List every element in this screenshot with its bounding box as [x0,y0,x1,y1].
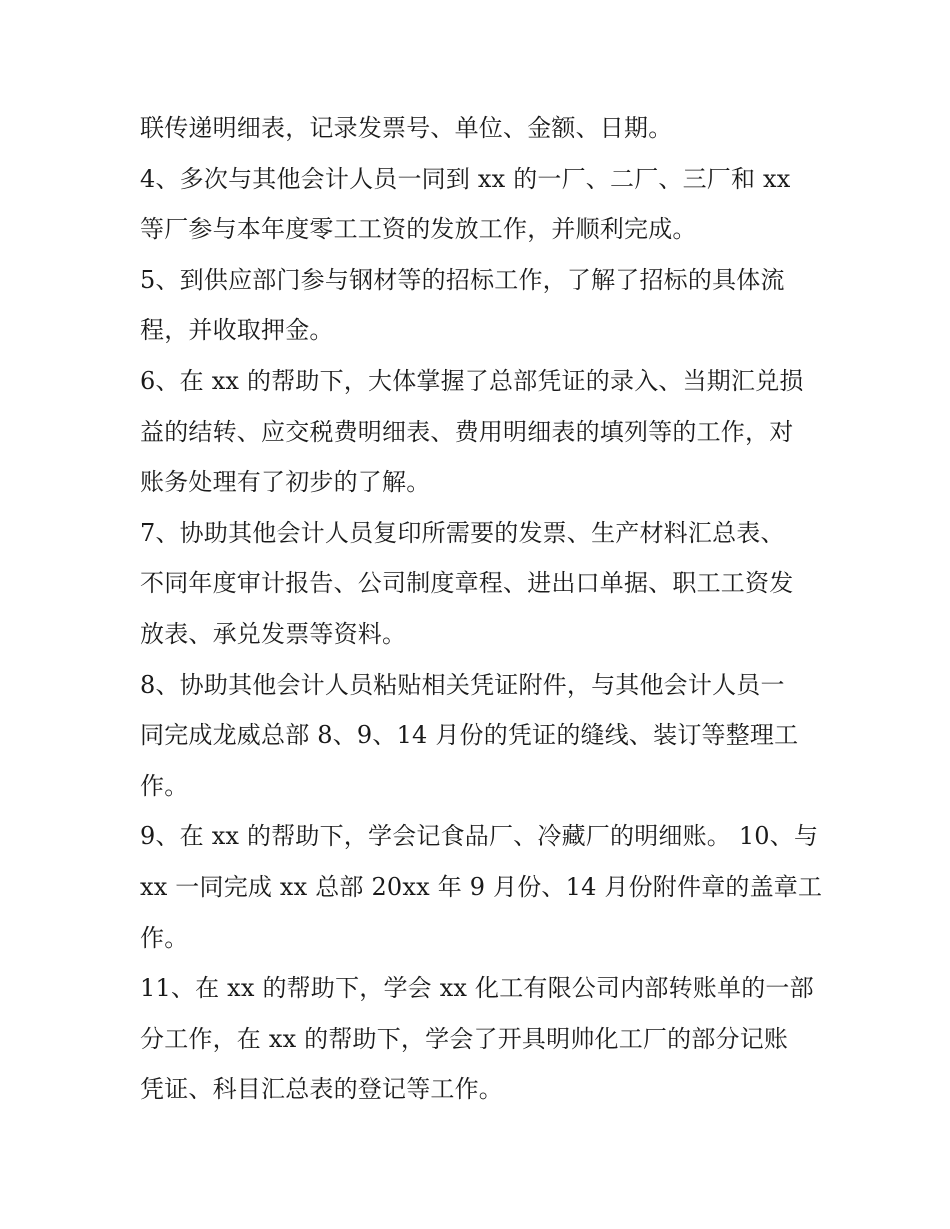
text-line: 同完成龙威总部 8、9、14 月份的凭证的缝线、装订等整理工 [140,721,799,750]
text-line: 8、协助其他会计人员粘贴相关凭证附件，与其他会计人员一 [140,670,785,699]
text-line: 分工作，在 xx 的帮助下，学会了开具明帅化工厂的部分记账 [140,1024,789,1053]
text-line: 放表、承兑发票等资料。 [140,619,407,648]
text-line: 等厂参与本年度零工工资的发放工作，并顺利完成。 [140,215,697,244]
text-line: 作。 [140,923,189,952]
text-line: 凭证、科目汇总表的登记等工作。 [140,1075,503,1104]
text-line: 9、在 xx 的帮助下，学会记食品厂、冷藏厂的明细账。 10、与 [140,822,819,851]
text-line: 不同年度审计报告、公司制度章程、进出口单据、职工工资发 [140,569,794,598]
document-body [140,103,823,1115]
text-line: 7、协助其他会计人员复印所需要的发票、生产材料汇总表、 [140,518,785,547]
text-line: 益的结转、应交税费明细表、费用明细表的填列等的工作，对 [140,417,794,446]
text-line: 4、多次与其他会计人员一同到 xx 的一厂、二厂、三厂和 xx [140,164,791,193]
text-line: 11、在 xx 的帮助下，学会 xx 化工有限公司内部转账单的一部 [140,974,814,1003]
text-line: 联传递明细表，记录发票号、单位、金额、日期。 [140,114,673,142]
text-line: 作。 [140,771,189,800]
text-line: 5、到供应部门参与钢材等的招标工作，了解了招标的具体流 [140,265,785,294]
text-line: 账务处理有了初步的了解。 [140,468,431,497]
text-line: xx 一同完成 xx 总部 20xx 年 9 月份、14 月份附件章的盖章工 [140,872,823,901]
text-line: 程，并收取押金。 [140,316,334,345]
text-line: 6、在 xx 的帮助下，大体掌握了总部凭证的录入、当期汇兑损 [140,366,804,395]
